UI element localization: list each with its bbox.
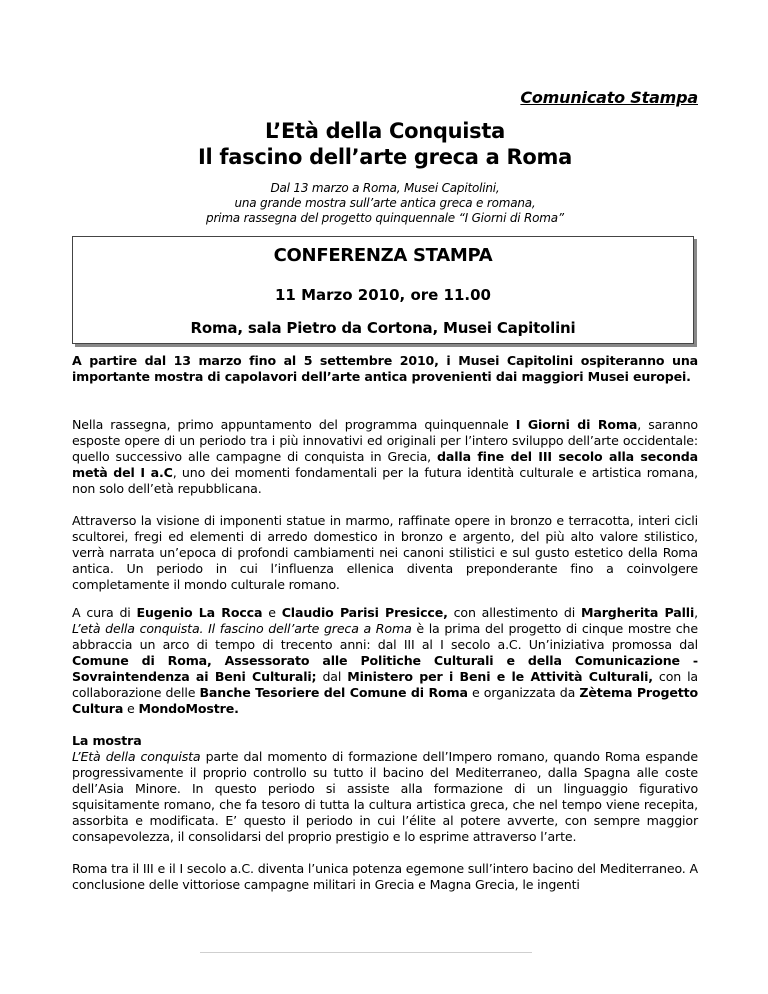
subtitle-line-3: prima rassegna del progetto quinquennale “I Giorni di Roma” — [206, 211, 564, 225]
press-release-label: Comunicato Stampa — [520, 88, 698, 107]
document-subtitle — [72, 181, 698, 226]
footer-divider — [200, 952, 532, 953]
paragraph-3 — [72, 605, 698, 717]
lead-paragraph: A partire dal 13 marzo fino al 5 settembre 2010, i Musei Capitolini ospiteranno una importante mostra di capolavori dell’arte antica provenienti dai maggiori Musei europei. — [72, 353, 698, 384]
paragraph-1 — [72, 417, 698, 497]
mostra-italic-title: L’Età della conquista — [72, 749, 201, 764]
conference-place: Roma, sala Pietro da Cortona, Musei Capitolini — [190, 319, 576, 337]
conference-title: CONFERENZA STAMPA — [273, 245, 493, 266]
p3-text-1: A cura di — [72, 605, 137, 620]
p3-text-9: e — [123, 701, 139, 716]
p3-bold-7: Zètema Progetto Cultura — [72, 685, 698, 716]
p3-bold-8: MondoMostre. — [138, 701, 239, 716]
p3-bold-1: Eugenio La Rocca — [136, 605, 263, 620]
p1-text-1: Nella rassegna, primo appuntamento del programma quinquennale — [72, 417, 516, 432]
p3-text-7: con la collaborazione delle — [72, 669, 699, 700]
p3-text-6: dal — [316, 669, 348, 684]
subtitle-line-1: Dal 13 marzo a Roma, Musei Capitolini, — [270, 181, 500, 195]
p3-bold-4: Comune di Roma, Assessorato alle Politiche Culturali e della Comunicazione - Sovraintendenza ai Beni Culturali; — [72, 653, 698, 684]
subtitle-line-2: una grande mostra sull’arte antica greca e romana, — [234, 196, 536, 210]
paragraph-5: Roma tra il III e il I secolo a.C. diventa l’unica potenza egemone sull’intero bacino del Mediterraneo. A conclusione delle vittoriose campagne militari in Grecia e Magna Grecia, le ingenti — [72, 861, 698, 892]
p1-text-3: , uno dei momenti fondamentali per la futura identità culturale e artistica romana, non solo dell’età repubblicana. — [72, 465, 698, 496]
p1-text-2: , saranno esposte opere di un periodo tra i più innovativi ed originali per l’intero sviluppo dell’arte occidentale: quello successivo alle campagne di conquista in Grecia, — [72, 417, 698, 464]
p3-bold-2: Claudio Parisi Presicce, — [281, 605, 448, 620]
p3-text-8: e organizzata da — [467, 685, 580, 700]
p1-bold-1: I Giorni di Roma — [515, 417, 638, 432]
p3-text-5: è la prima del progetto di cinque mostre che abbraccia un arco di tempo di trecento anni: dal III al I secolo a.C. Un’iniziativa promossa dal — [72, 621, 698, 652]
mostra-text: parte dal momento di formazione dell’Impero romano, quando Roma espande progressivamente il proprio controllo su tutto il bacino del Mediterraneo, dalla Spagna alle coste dell’Asia Minore. In questo periodo si assiste alla formazione di un linguaggio figurativo squisitamente romano, che fa tesoro di tutta la cultura artistica greca, che nel tempo viene recepita, assorbita e modificata. E’ questo il periodo in cui l’élite al potere avverte, con sempre maggior consapevolezza, il consolidarsi del proprio prestigio e lo esprime attraverso l’arte. — [72, 749, 698, 844]
p3-text-2: e — [262, 605, 282, 620]
p3-bold-5: Ministero per i Beni e le Attività Culturali, — [347, 669, 653, 684]
p3-text-4: , — [694, 605, 698, 620]
p3-bold-3: Margherita Palli — [580, 605, 695, 620]
p3-bold-6: Banche Tesoriere del Comune di Roma — [199, 685, 468, 700]
title-line-1: L’Età della Conquista — [265, 119, 505, 143]
p3-text-3: con allestimento di — [447, 605, 581, 620]
section-heading: La mostra — [72, 733, 142, 748]
section-la-mostra — [72, 733, 698, 845]
paragraph-2: Attraverso la visione di imponenti statue in marmo, raffinate opere in bronzo e terracotta, interi cicli scultorei, fregi ed elementi di arredo domestico in bronzo e argento, del più alto valore stilistico, verrà narrata un’epoca di profondi cambiamenti nei canoni stilistici e sul gusto estetico della Roma antica. Un periodo in cui l’influenza ellenica diventa preponderante fino a coinvolgere completamente il mondo culturale romano. — [72, 513, 698, 592]
document-title — [72, 118, 698, 170]
conference-box — [72, 236, 694, 344]
p1-bold-2: dalla fine del III secolo alla seconda metà del I a.C — [72, 449, 698, 480]
conference-date: 11 Marzo 2010, ore 11.00 — [274, 286, 491, 304]
title-line-2: Il fascino dell’arte greca a Roma — [197, 145, 573, 169]
p3-italic-1: L’età della conquista. Il fascino dell’arte greca a Roma — [72, 621, 412, 636]
